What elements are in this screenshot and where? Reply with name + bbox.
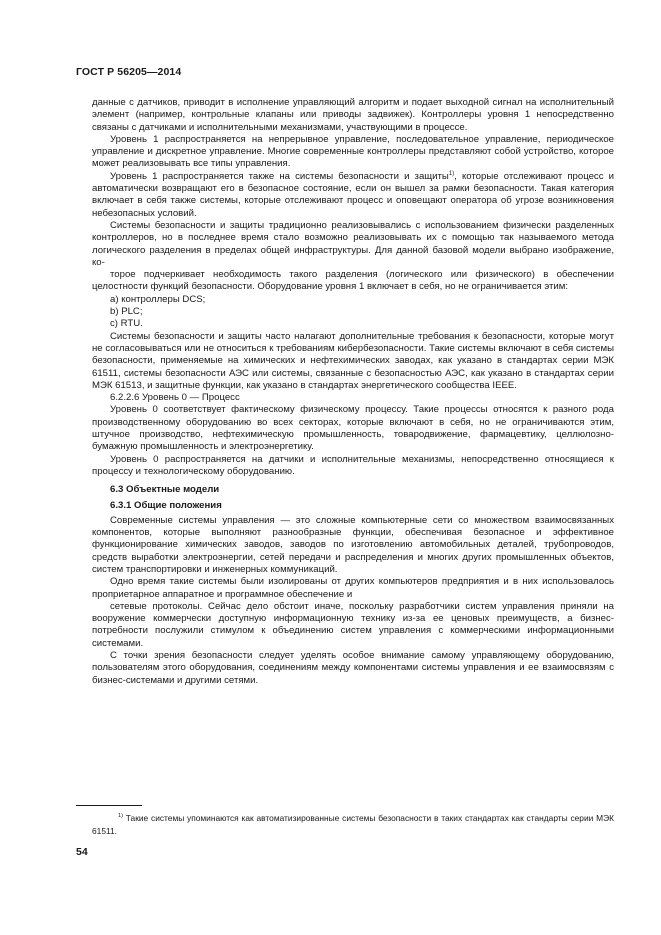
section-heading: 6.3 Объектные модели xyxy=(110,484,220,496)
page-number: 54 xyxy=(76,846,88,858)
paragraph-text: Уровень 1 распространяется также на системы безопасности и защиты xyxy=(110,170,449,182)
paragraph: Современные системы управления — это сложные компьютерные сети со множеством взаимосвязанных компонентов, которые выполняют разнообразные функции, обеспечивая безопасное и эффективное функционирование химических заводов, заводов по изготовлению автомобильных деталей, трубопроводов, средств выработки электроэнергии, сетей передачи и распределения и многих других промышленных объектов, систем транспортировки и инженерных коммуникаций. xyxy=(92,514,614,575)
paragraph: С точки зрения безопасности следует уделять особое внимание самому управляющему оборудованию, пользователям этого оборудования, соединениям между компонентами системы управления и ее взаимосвязям с бизнес-системами и другими сетями. xyxy=(92,650,614,686)
body-text xyxy=(92,97,614,687)
paragraph: Системы безопасности и защиты часто налагают дополнительные требования к безопасности, которые могут не согласовываться или не относиться к требованиям кибербезопасности. Такие системы включают в себя системы безопасности, применяемые на химических и нефтехимических заводах, как указано в стандартах серии МЭК 61511, системы безопасности АЭС или системы, связанные с безопасностью АЭС, как указано в стандартах серии МЭК 61513, и защитные функции, как указано в стандартах энергетического сообщества IEEE. xyxy=(92,330,614,391)
footnote-text: Такие системы упоминаются как автоматизированные системы безопасности в таких стандартах как стандарты серии МЭК 61511. xyxy=(92,813,614,836)
footnote-divider xyxy=(76,805,142,806)
list-item: c) RTU. xyxy=(110,318,143,330)
document-header: ГОСТ Р 56205—2014 xyxy=(76,66,182,78)
list-item: b) PLC; xyxy=(110,306,143,318)
paragraph: торое подчеркивает необходимость такого разделения (логического или физического) в обеспечении целостности функций безопасности. Оборудование уровня 1 включает в себя, но не ограничивается этим: xyxy=(92,269,614,293)
footnote-body xyxy=(92,812,614,838)
paragraph: Уровень 0 распространяется на датчики и исполнительные механизмы, непосредственно относящиеся к процессу и технологическому оборудованию. xyxy=(92,453,614,477)
paragraph: сетевые протоколы. Сейчас дело обстоит иначе, поскольку разработчики систем управления приняли на вооружение коммерчески доступную информационную технику из-за ее ценовых преимуществ, а бизнес-потребности послужили стимулом к объединению систем управления с коммерческими информационными системами. xyxy=(92,600,614,649)
paragraph-text: , которые отслеживают процесс и автоматически возвращают его в безопасное состояние, если он вышел за рамки безопасности. Такая категория включает в себя также системы, которые отслеживают процесс и оповещают оператора об угрозе возникновения небезопасных условий. xyxy=(92,170,615,219)
paragraph xyxy=(92,171,614,220)
paragraph: Уровень 0 соответствует фактическому физическому процессу. Такие процессы относятся к разного рода производственному оборудованию во всех секторах, которые включают в себя, но не ограничиваются этим, штучное производство, нефтехимическую промышленность, товародвижение, фармацевтику, целлюлозно-бумажную промышленность и электроэнергетику. xyxy=(92,404,614,453)
footnote-reference: 1) xyxy=(448,170,455,177)
paragraph: Одно время такие системы были изолированы от других компьютеров предприятия и в них использовалось проприетарное аппаратное и программное обеспечение и xyxy=(92,576,614,600)
footnote xyxy=(92,812,614,838)
subsection-heading: 6.2.2.6 Уровень 0 — Процесс xyxy=(110,392,240,404)
paragraph: Системы безопасности и защиты традиционно реализовывались с использованием физически разделенных контроллеров, но в последнее время стало возможно реализовывать их с помощью так называемого метода логического разделения в пределах общей инфраструктуры. Для данной базовой модели выбрано изображение, ко- xyxy=(92,219,614,268)
paragraph: Уровень 1 распространяется на непрерывное управление, последовательное управление, периодическое управление и дискретное управление. Многие современные контроллеры представляют собой устройство, которое может реализовывать все типы управления. xyxy=(92,133,614,170)
footnote-marker: 1) xyxy=(118,813,123,820)
list-item: a) контроллеры DCS; xyxy=(110,293,206,305)
section-heading: 6.3.1 Общие положения xyxy=(110,499,222,511)
paragraph: данные с датчиков, приводит в исполнение управляющий алгоритм и подает выходной сигнал на исполнительный элемент (например, контрольные клапаны или приводы задвижек). Контроллеры уровня 1 непосредственно связаны с датчиками и исполнительными механизмами, участвующими в процессе. xyxy=(92,97,614,133)
